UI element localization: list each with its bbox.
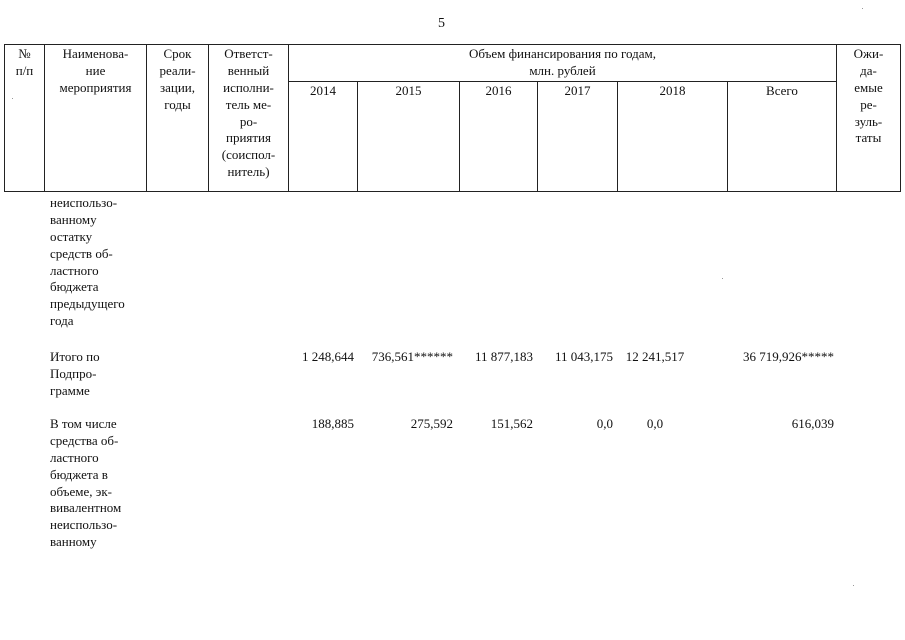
row-name: неиспользо- ванному остатку средств об- ластного бюджета предыдущего года [50, 195, 125, 329]
header-executor: Ответст- венный исполни- тель ме- ро- приятия (соиспол- нитель) [209, 45, 289, 192]
row-name: Итого по Подпро- грамме [50, 349, 100, 398]
value-2016: 11 877,183 [474, 349, 533, 364]
header-name: Наименова- ние мероприятия [45, 45, 147, 192]
value-2018: 0,0 [646, 416, 664, 431]
header-year-2018: 2018 [618, 82, 728, 192]
scan-speck [722, 278, 723, 279]
value-2017: 0,0 [596, 416, 613, 431]
header-funding: Объем финансирования по годам, млн. рублей [289, 45, 837, 82]
value-2015: 275,592 [410, 416, 453, 431]
header-year-2017: 2017 [538, 82, 618, 192]
table-header [4, 44, 901, 192]
value-2016: 151,562 [490, 416, 533, 431]
value-2018: 12 241,517 [625, 349, 685, 364]
header-year-2014: 2014 [289, 82, 358, 192]
header-year-2015: 2015 [358, 82, 460, 192]
header-number: № п/п [5, 45, 45, 192]
value-total: 36 719,926***** [743, 349, 834, 364]
value-2017: 11 043,175 [554, 349, 613, 364]
scan-speck [862, 8, 863, 9]
value-2015: 736,561****** [371, 349, 453, 364]
header-year-2016: 2016 [460, 82, 538, 192]
scan-speck [853, 585, 854, 586]
value-2014: 188,885 [311, 416, 354, 431]
header-results: Ожи- да- емые ре- зуль- таты [837, 45, 901, 192]
header-term: Срок реали- зации, годы [147, 45, 209, 192]
scan-speck [12, 98, 13, 99]
header-total: Всего [728, 82, 837, 192]
value-total: 616,039 [791, 416, 834, 431]
value-2014: 1 248,644 [302, 349, 354, 364]
row-name: В том числе средства об- ластного бюджета в объеме, эк- вивалентном неиспользо- ванному [50, 416, 122, 550]
page-number: 5 [438, 16, 445, 31]
